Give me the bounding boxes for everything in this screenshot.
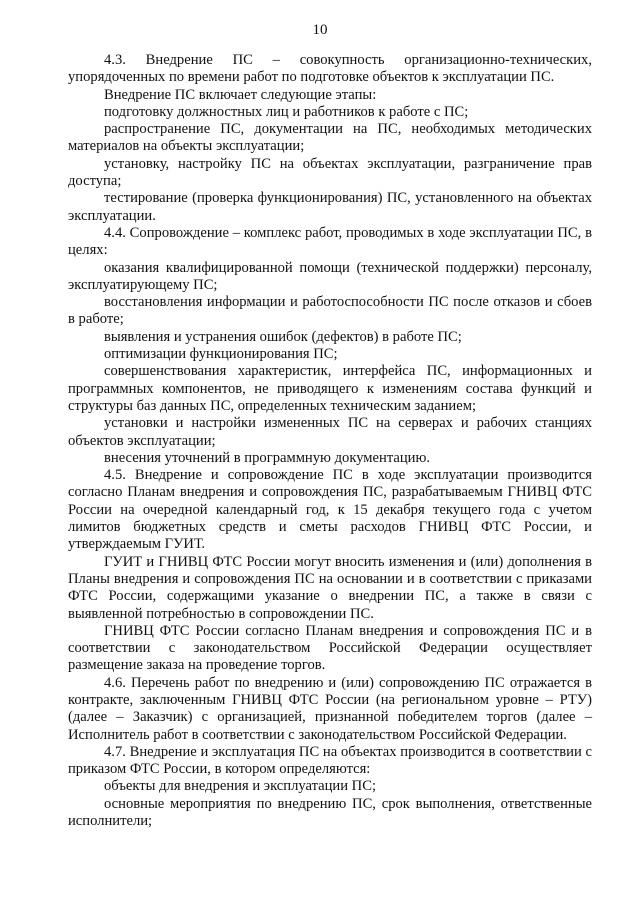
list-item: совершенствования характеристик, интерфейса ПС, информационных и программных компонентов, не приводящего к изменениям состава функций и структуры баз данных ПС, определенных техническим заданием;	[68, 363, 592, 414]
list-item: оказания квалифицированной помощи (технической поддержки) персоналу, эксплуатирующему ПС;	[68, 259, 592, 293]
paragraph: ГУИТ и ГНИВЦ ФТС России могут вносить изменения и (или) дополнения в Планы внедрения и сопровождения ПС на основании и в соответствии с приказами ФТС России, содержащими указание о внедрении ПС, а также в связи с выявленной потребностью в сопровождении ПС.	[68, 553, 592, 622]
paragraph-4-5: 4.5. Внедрение и сопровождение ПС в ходе эксплуатации производится согласно Планам внедрения и сопровождения ПС, разрабатываемым ГНИВЦ ФТС России на очередной календарный год, к 15 декабря текущего года с учетом лимитов бюджетных средств и сметы расходов ГНИВЦ ФТС России, и утверждаемым ГУИТ.	[68, 467, 592, 553]
page-number: 10	[312, 22, 328, 38]
paragraph-4-7: 4.7. Внедрение и эксплуатация ПС на объектах производится в соответствии с приказом ФТС России, в котором определяются:	[68, 743, 592, 778]
list-item: подготовку должностных лиц и работников к работе с ПС;	[104, 103, 469, 120]
document-body	[68, 52, 592, 830]
list-item: выявления и устранения ошибок (дефектов) в работе ПС;	[104, 328, 462, 345]
paragraph-4-3: 4.3. Внедрение ПС – совокупность организационно-технических, упорядоченных по времени работ по подготовке объектов к эксплуатации ПС.	[68, 52, 592, 86]
list-item: распространение ПС, документации на ПС, необходимых методических материалов на объекты эксплуатации;	[68, 121, 592, 155]
list-item: установки и настройки измененных ПС на серверах и рабочих станциях объектов эксплуатации;	[68, 415, 592, 449]
paragraph-4-6: 4.6. Перечень работ по внедрению и (или) сопровождению ПС отражается в контракте, заключенным ГНИВЦ ФТС России (на региональном уровне – РТУ) (далее – Заказчик) с организацией, признанной победителем торгов (далее – Исполнитель работ в соответствии с законодательством Российской Федерации.	[68, 674, 592, 743]
list-item: основные мероприятия по внедрению ПС, срок выполнения, ответственные исполнители;	[68, 795, 592, 830]
paragraph: Внедрение ПС включает следующие этапы:	[104, 86, 377, 103]
paragraph-4-4: 4.4. Сопровождение – комплекс работ, проводимых в ходе эксплуатации ПС, в целях:	[68, 224, 592, 259]
list-item: восстановления информации и работоспособности ПС после отказов и сбоев в работе;	[68, 294, 592, 328]
list-item: внесения уточнений в программную документацию.	[104, 449, 431, 466]
paragraph: ГНИВЦ ФТС России согласно Планам внедрения и сопровождения ПС и в соответствии с законодательством Российской Федерации осуществляет размещение заказа на проведение торгов.	[68, 622, 592, 674]
list-item: объекты для внедрения и эксплуатации ПС;	[104, 778, 377, 795]
list-item: оптимизации функционирования ПС;	[104, 346, 338, 363]
list-item: тестирование (проверка функционирования) ПС, установленного на объектах эксплуатации.	[68, 190, 592, 224]
list-item: установку, настройку ПС на объектах эксплуатации, разграничение прав доступа;	[68, 155, 592, 190]
